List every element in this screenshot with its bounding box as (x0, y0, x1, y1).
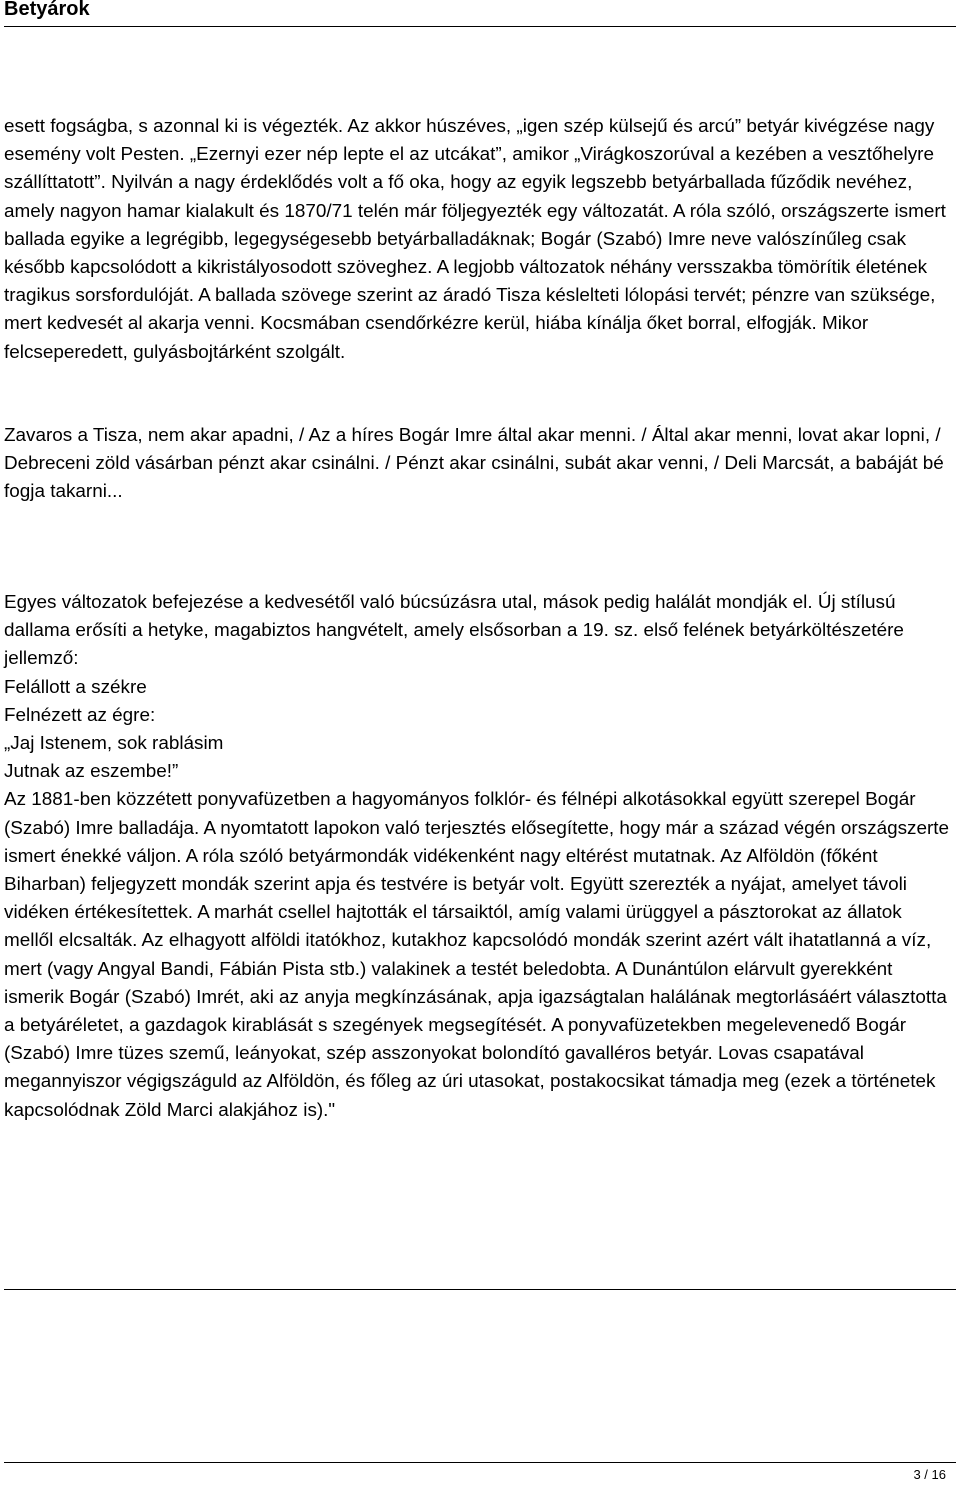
paragraph-ballad-variants (4, 589, 956, 1125)
lyric-line: Jutnak az eszembe!” (4, 761, 179, 783)
lyric-line: Felnézett az égre: (4, 704, 156, 726)
page-number: 3 / 16 (913, 1467, 946, 1482)
paragraph-intro-text: Egyes változatok befejezése a kedvesétől való búcsúzásra utal, mások pedig halálát mondják el. Új stílusú dallama erősíti a hetyke, magabiztos hangvételt, amely elsősorban a 19. sz. első felének betyárköltészetére jellemző: (4, 592, 904, 670)
lyric-line: „Jaj Istenem, sok rablásim (4, 733, 224, 755)
footer-divider (4, 1462, 956, 1463)
paragraph-ballad-history: esett fogságba, s azonnal ki is végezték. Az akkor húszéves, „igen szép külsejű és arcú” betyár kivégzése nagy esemény volt Pesten. „Ezernyi ezer nép lepte el az utcákat”, amikor „Virágkoszorúval a kezében a vesztőhelyre szállíttatott”. Nyilván a nagy érdeklődés volt a fő oka, hogy az egyik legszebb betyárballada fűződik nevéhez, amely nagyon hamar kialakult és 1870/71 telén már följegyezték egy változatát. A róla szóló, országszerte ismert ballada egyike a legrégibb, legegységesebb betyárballadáknak; Bogár (Szabó) Imre neve valószínűleg csak később kapcsolódott a kikristályosodott szöveghez. A legjobb változatok néhány versszakba tömörítik életének tragikus sorsfordulóját. A ballada szövege szerint az áradó Tisza késlelteti lólopási tervét; pénzre van szüksége, mert kedvesét al akarja venni. Kocsmában csendőrkézre kerül, hiába kínálja őket borral, elfogják. Mikor felcseperedett, gulyásbojtárként szolgált. (4, 116, 946, 363)
page-title: Betyárok (4, 0, 90, 20)
lyric-line: Felállott a székre (4, 676, 147, 698)
footnote-divider (4, 1289, 956, 1290)
paragraph-ballad-verse: Zavaros a Tisza, nem akar apadni, / Az a híres Bogár Imre által akar menni. / Által akar menni, lovat akar lopni, / Debreceni zöld vásárban pénzt akar csinálni. / Pénzt akar csinálni, subát akar venni, / Deli Marcsát, a babáját bé fogja takarni... (4, 425, 944, 503)
paragraph-legends-text: Az 1881-ben közzétett ponyvafüzetben a hagyományos folklór- és félnépi alkotásokkal együtt szerepel Bogár (Szabó) Imre balladája. A nyomtatott lapokon való terjesztés elősegítette, hogy már a század végén országszerte ismert énekké váljon. A róla szóló betyármondák vidékenként nagy eltérést mutatnak. Az Alföldön (főként Biharban) feljegyzett mondák szerint apja és testvére is betyár volt. Együtt szerezték a nyájat, amelyet távoli vidéken értékesítettek. A marhát csellel hajtották el társaiktól, amíg valami ürüggyel a pásztorokat az állatok mellől elcsalták. Az elhagyott alföldi itatókhoz, kutakhoz kapcsolódó mondák szerint azért vált ihatatlanná a víz, mert (vagy Angyal Bandi, Fábián Pista stb.) valakinek a testét beledobta. A Dunántúlon elárvult gyerekként ismerik Bogár (Szabó) Imrét, aki az anyja megkínzásának, apja igazságtalan halálának megtorlásáért választotta a betyáréletet, a gazdagok kirablását s szegények megsegítését. A ponyvafüzetekben megelevenedő Bogár (Szabó) Imre tüzes szemű, leányokat, szép asszonyokat bolondító gavalléros betyár. Lovas csapatával megannyiszor végigszáguld az Alföldön, és főleg az úri utasokat, postakocsikat támadja meg (ezek a történetek kapcsolódnak Zöld Marci alakjához is)." (4, 789, 950, 1121)
page-header (4, 0, 956, 27)
